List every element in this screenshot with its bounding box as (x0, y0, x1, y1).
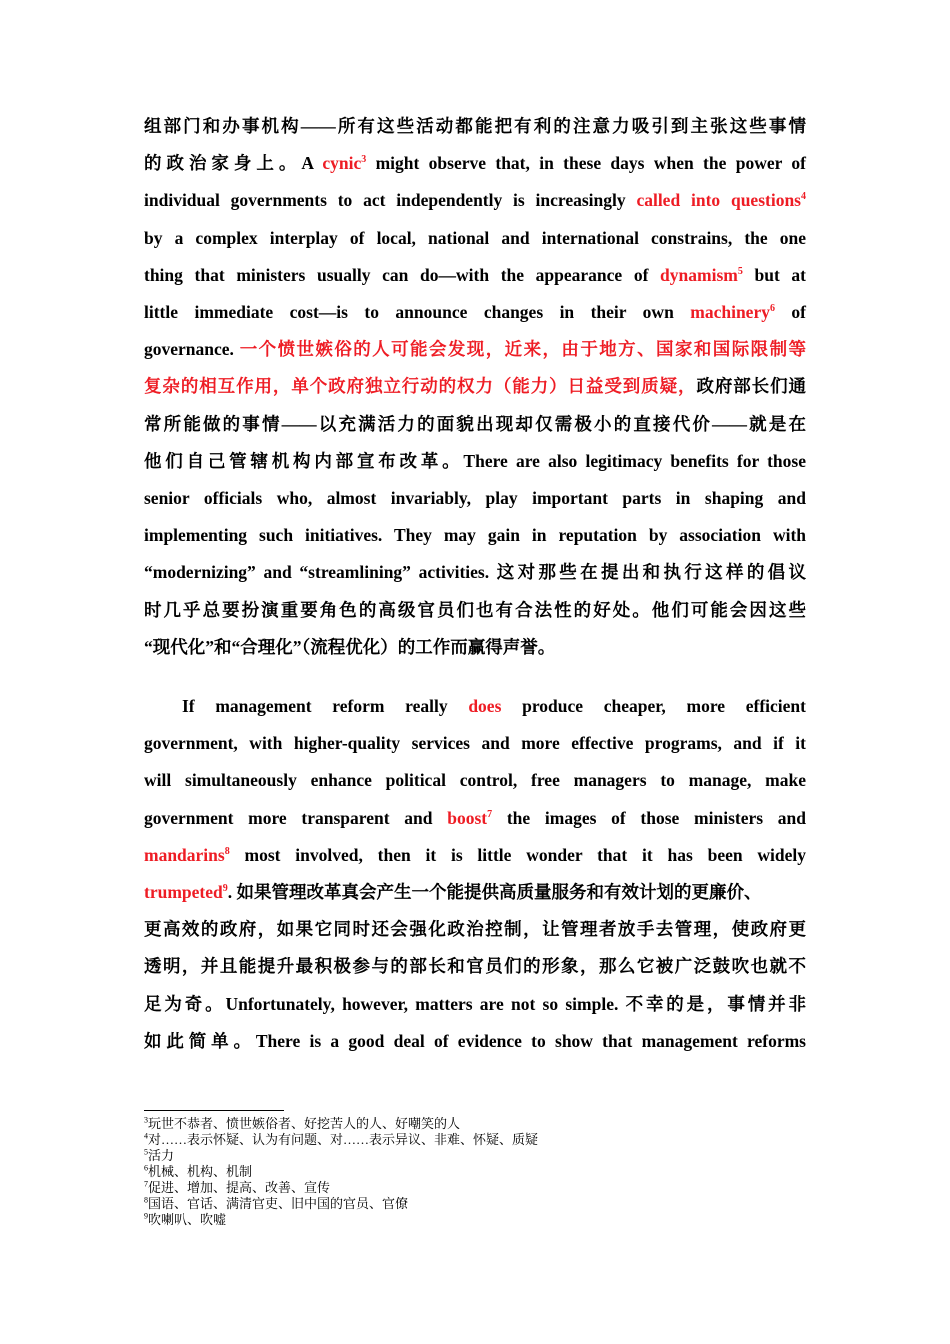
text-span: 组部门和办事机构——所有这些活动都能把有利的注意力吸引到主张这些事情 (144, 116, 806, 136)
text-span: 常所能做的事情——以充满活力的面貌出现却仅需极小的直接代价——就是在 (144, 413, 806, 434)
text-line (144, 725, 806, 762)
footnote-number: 8 (144, 1195, 148, 1205)
footnote-ref[interactable]: 7 (487, 808, 493, 820)
footnote-item (144, 1116, 806, 1132)
text-line (144, 108, 806, 145)
footnote-text: 吹喇叭、吹嘘 (148, 1212, 227, 1227)
text-line (144, 837, 806, 874)
footnote-ref[interactable]: 3 (361, 154, 367, 166)
text-span: 的政治家身上。A (144, 153, 323, 174)
term-boost: boost (447, 807, 488, 828)
footnote-number: 5 (144, 1147, 148, 1157)
term-called-into-questions: called into questions (636, 190, 801, 211)
text-line (144, 948, 806, 985)
translation-highlight: 复杂的相互作用，单个政府独立行动的权力（能力）日益受到质疑， (144, 376, 697, 397)
footnote-text: 促进、增加、提高、改善、宣传 (148, 1180, 331, 1195)
text-span: will simultaneously enhance political control, free managers to manage, make (144, 770, 806, 791)
text-line (144, 406, 806, 443)
text-line (144, 629, 806, 666)
text-span: 时几乎总要扮演重要角色的高级官员们也有合法性的好处。他们可能会因这些 (144, 599, 806, 620)
text-span: thing that ministers usually can do—with the appearance of (144, 264, 661, 285)
text-line (144, 443, 806, 480)
paragraph-2 (144, 688, 806, 1060)
text-span: little immediate cost—is to announce changes in their own (144, 302, 691, 323)
term-dynamism: dynamism (660, 264, 738, 285)
text-line (144, 220, 806, 257)
text-span: If management reform really (182, 696, 469, 716)
term-mandarins: mandarins (144, 844, 225, 865)
text-span: 透明，并且能提升最积极参与的部长和官员们的形象，那么它被广泛鼓吹也就不 (144, 956, 806, 977)
footnote-item (144, 1148, 806, 1164)
text-line (144, 874, 806, 911)
term-does: does (468, 696, 502, 716)
text-span: by a complex interplay of local, national and international constrains, the one (144, 227, 806, 248)
text-line (144, 688, 806, 725)
footnote-item (144, 1212, 806, 1228)
text-span: produce cheaper, more efficient (501, 696, 806, 716)
translation-highlight: 一个愤世嫉俗的人可能会发现，近来，由于地方、国家和国际限制等 (239, 339, 806, 360)
text-span: . 如果管理改革真会产生一个能提供高质量服务和有效计划的更廉价、 (227, 882, 762, 903)
footnote-text: 玩世不恭者、愤世嫉俗者、好挖苦人的人、好嘲笑的人 (148, 1116, 461, 1131)
footnote-number: 7 (144, 1179, 148, 1189)
footnote-ref[interactable]: 5 (737, 265, 743, 277)
text-span: might observe that, in these days when the power of (366, 153, 806, 174)
footnote-number: 6 (144, 1163, 148, 1173)
text-line (144, 368, 806, 405)
paragraph-1 (144, 108, 806, 666)
text-line (144, 182, 806, 219)
footnote-separator (144, 1110, 284, 1111)
text-line (144, 145, 806, 182)
text-span: “现代化”和“合理化”（流程优化）的工作而赢得声誉。 (144, 636, 556, 657)
footnote-number: 9 (144, 1211, 148, 1221)
text-span: 他们自己管辖机构内部宣布改革。There are also legitimacy benefits for those (144, 450, 806, 471)
text-span: but at (742, 264, 806, 285)
footnote-item (144, 1180, 806, 1196)
footnote-text: 对……表示怀疑、认为有问题、对……表示异议、非难、怀疑、质疑 (148, 1132, 539, 1147)
text-span: 政府部长们通 (696, 376, 807, 397)
footnotes (144, 1116, 806, 1228)
footnote-item (144, 1196, 806, 1212)
text-span: implementing such initiatives. They may gain in reputation by association with (144, 525, 806, 546)
footnote-ref[interactable]: 4 (801, 191, 806, 203)
footnote-ref[interactable]: 9 (222, 883, 228, 895)
text-line (144, 294, 806, 331)
text-span: “modernizing” and “streamlining” activities. 这对那些在提出和执行这样的倡议 (144, 562, 806, 583)
text-span: 足为奇。Unfortunately, however, matters are not so simple. 不幸的是，事情并非 (144, 993, 806, 1014)
text-span: of (774, 302, 806, 323)
text-span: the images of those ministers and (492, 807, 806, 828)
footnote-number: 3 (144, 1115, 148, 1125)
footnote-item (144, 1164, 806, 1180)
text-line (144, 986, 806, 1023)
text-line (144, 480, 806, 517)
text-line (144, 257, 806, 294)
text-line (144, 911, 806, 948)
text-span: government, with higher-quality services and more effective programs, and if it (144, 733, 806, 754)
footnote-number: 4 (144, 1131, 148, 1141)
term-machinery: machinery (690, 302, 770, 323)
text-line (144, 331, 806, 368)
text-line (144, 517, 806, 554)
footnote-ref[interactable]: 6 (769, 303, 775, 315)
text-span: individual governments to act independently is increasingly (144, 190, 637, 211)
text-span: governance. (144, 339, 240, 360)
term-cynic: cynic (322, 153, 362, 174)
text-line (144, 762, 806, 799)
term-trumpeted: trumpeted (144, 882, 223, 903)
footnote-text: 国语、官话、满清官吏、旧中国的官员、官僚 (148, 1196, 409, 1211)
footnote-ref[interactable]: 8 (224, 845, 230, 857)
footnote-text: 机械、机构、机制 (148, 1164, 253, 1179)
text-line (144, 1023, 806, 1060)
text-span: 如此简单。There is a good deal of evidence to show that management reforms (144, 1030, 806, 1051)
text-line (144, 592, 806, 629)
text-span: senior officials who, almost invariably, play important parts in shaping and (144, 488, 806, 509)
text-span: government more transparent and (144, 807, 448, 828)
text-span: most involved, then it is little wonder that it has been widely (229, 844, 806, 865)
footnote-item (144, 1132, 806, 1148)
footnote-text: 活力 (148, 1148, 175, 1163)
text-line (144, 800, 806, 837)
text-span: 更高效的政府，如果它同时还会强化政治控制，让管理者放手去管理，使政府更 (144, 919, 806, 940)
text-line (144, 554, 806, 591)
